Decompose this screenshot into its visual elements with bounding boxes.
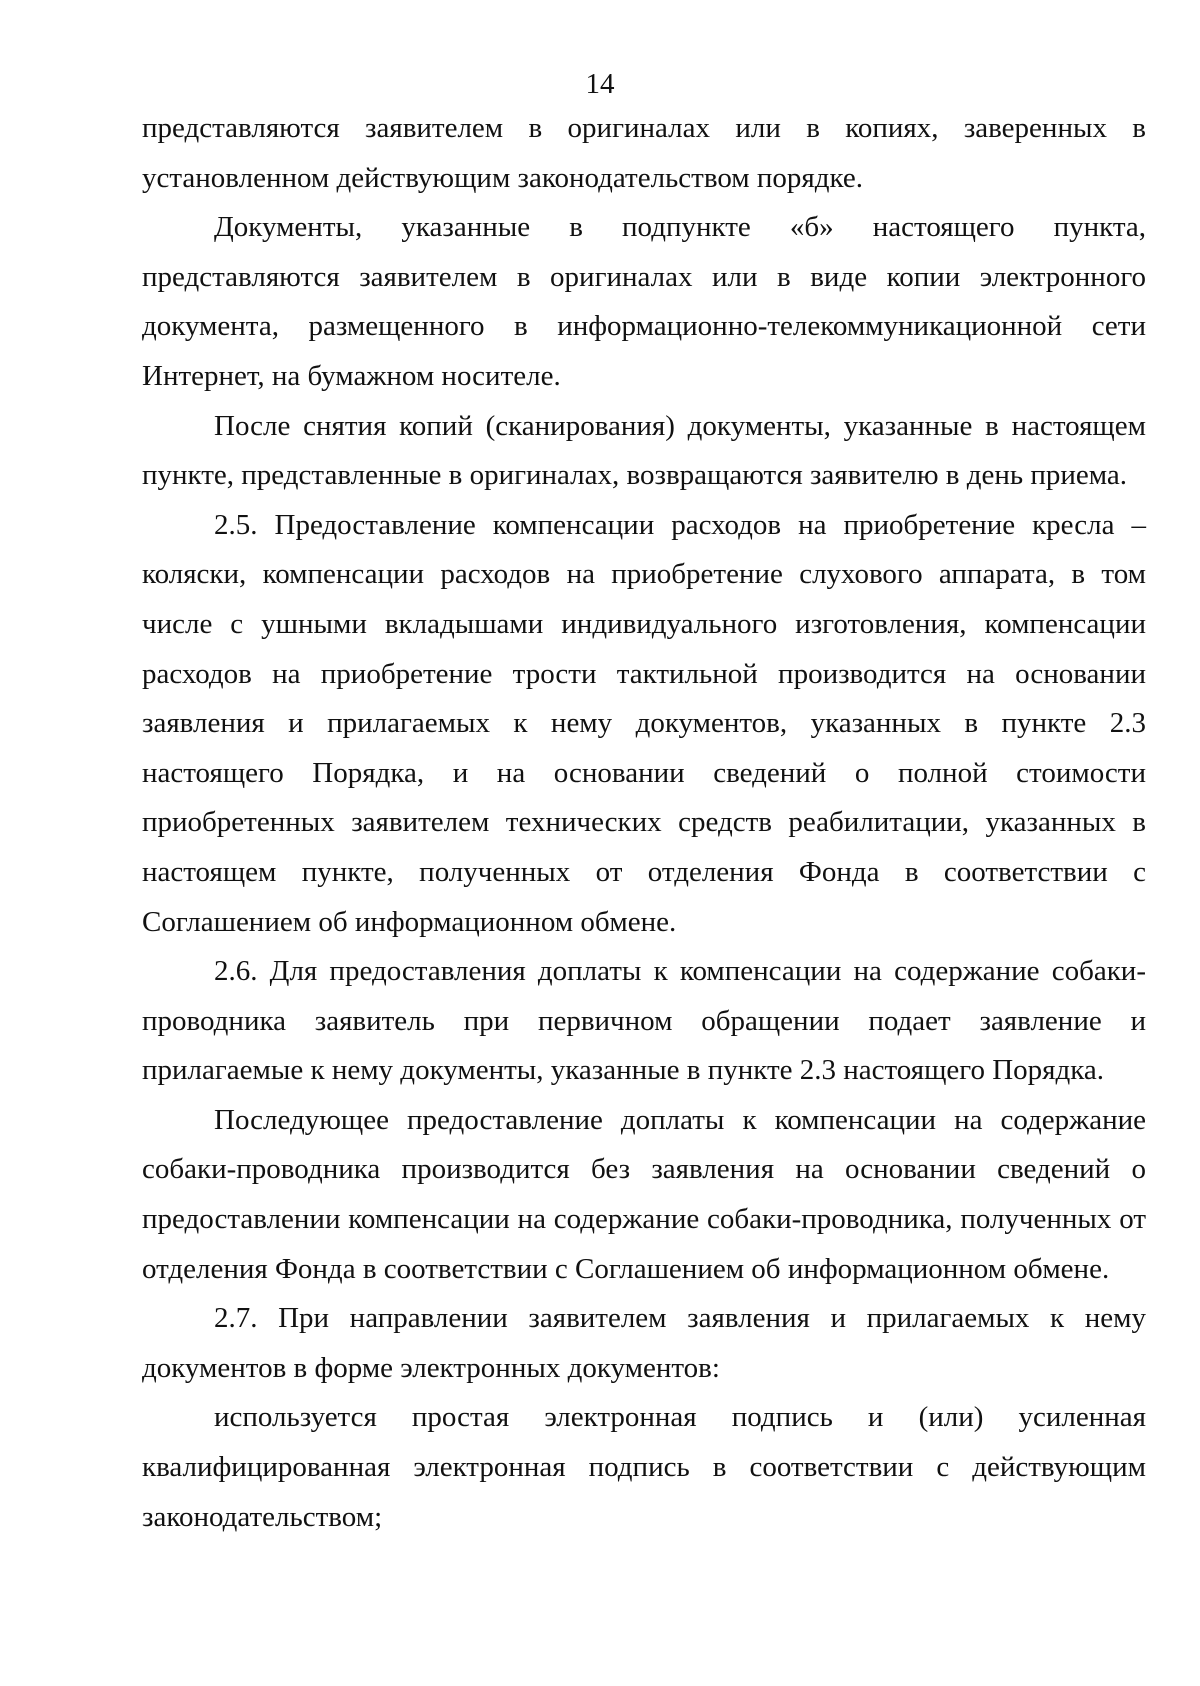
paragraph-electronic-signature: используется простая электронная подпись и (или) усиленная квалифицированная электронная подпись в соответствии с действующим законодательством;: [142, 1401, 1146, 1533]
paragraph-section-2-6: 2.6. Для предоставления доплаты к компенсации на содержание собаки-проводника заявитель при первичном обращении подает заявление и прилагаемые к нему документы, указанные в пункте 2.3 настоящего Порядка.: [142, 955, 1146, 1087]
document-body: [142, 104, 1146, 1542]
paragraph-after-scanning: После снятия копий (сканирования) документы, указанные в настоящем пункте, представленные в оригиналах, возвращаются заявителю в день приема.: [142, 409, 1146, 492]
paragraph-subsequent-payment: Последующее предоставление доплаты к компенсации на содержание собаки-проводника производится без заявления на основании сведений о предоставлении компенсации на содержание собаки-проводника, полученных от отделения Фонда в соответствии с Соглашением об информационном обмене.: [142, 1103, 1146, 1285]
page-number: 14: [585, 68, 615, 100]
paragraph-documents-b: Документы, указанные в подпункте «б» настоящего пункта, представляются заявителем в оригиналах или в виде копии электронного документа, размещенного в информационно-телекоммуникационной сети Интернет, на бумажном носителе.: [142, 211, 1146, 392]
paragraph-section-2-7: 2.7. При направлении заявителем заявления и прилагаемых к нему документов в форме электронных документов:: [142, 1302, 1146, 1384]
paragraph-continuation: представляются заявителем в оригиналах или в копиях, заверенных в установленном действующим законодательством порядке.: [142, 112, 1146, 194]
paragraph-section-2-5: 2.5. Предоставление компенсации расходов на приобретение кресла – коляски, компенсации расходов на приобретение слухового аппарата, в том числе с ушными вкладышами индивидуального изготовления, компенсации расходов на приобретение трости тактильной производится на основании заявления и прилагаемых к нему документов, указанных в пункте 2.3 настоящего Порядка, и на основании сведений о полной стоимости приобретенных заявителем технических средств реабилитации, указанных в настоящем пункте, полученных от отделения Фонда в соответствии с Соглашением об информационном обмене.: [142, 508, 1146, 938]
